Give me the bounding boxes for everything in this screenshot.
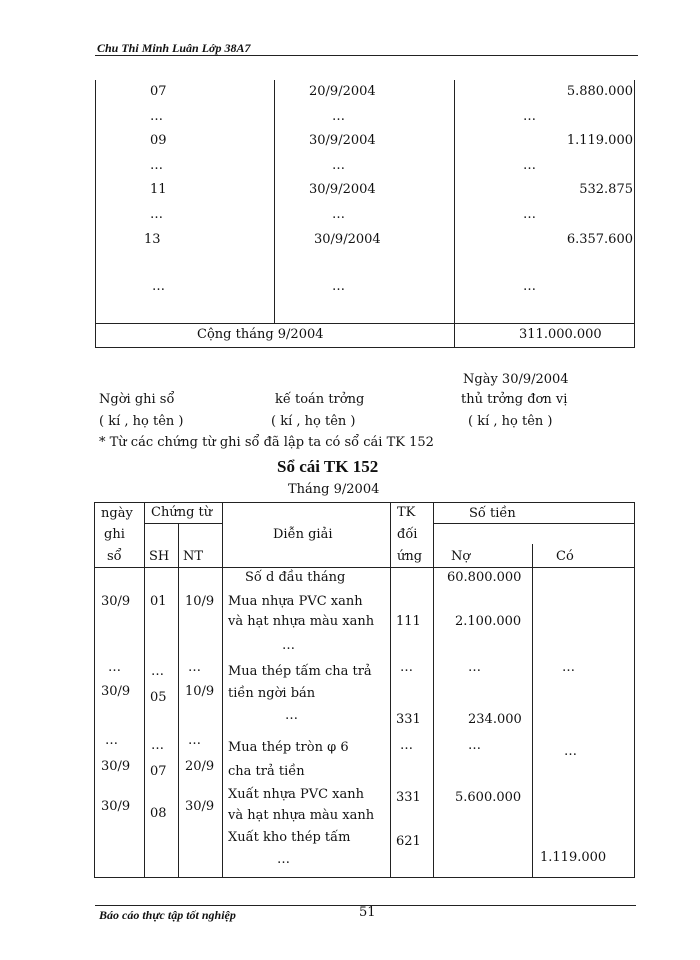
cell-account: 331 — [396, 790, 421, 805]
top-cell-ellipsis: … — [152, 279, 165, 294]
cell-ellipsis: … — [151, 738, 164, 753]
cell-sh: 07 — [150, 764, 167, 779]
top-cell-number: 13 — [144, 232, 161, 247]
top-cell-date: 30/9/2004 — [309, 182, 376, 197]
top-cell-ellipsis: … — [332, 109, 345, 124]
signer-3-title: thủ trởng đơn vị — [461, 392, 568, 407]
header-chung-tu: Chứng từ — [151, 505, 213, 520]
header-co: Có — [556, 549, 574, 564]
top-cell-ellipsis: … — [332, 279, 345, 294]
note-text: * Từ các chứng từ ghi sổ đã lập ta có sổ cái TK 152 — [99, 435, 434, 450]
cell-ellipsis: … — [188, 733, 201, 748]
total-value: 311.000.000 — [519, 327, 602, 342]
header-nt: NT — [183, 549, 204, 564]
top-cell-ellipsis: … — [332, 158, 345, 173]
cell-debit: 2.100.000 — [455, 614, 522, 629]
ledger-title: Sổ cái TK 152 — [277, 457, 379, 476]
top-cell-amount: 6.357.600 — [566, 232, 633, 247]
cell-date: 30/9 — [101, 759, 131, 774]
header-so-tien: Số tiền — [469, 506, 516, 521]
top-cell-amount: 5.880.000 — [566, 84, 633, 99]
top-cell-number: 07 — [150, 84, 167, 99]
cell-sh: 05 — [150, 690, 167, 705]
cell-description: Xuất kho thép tấm — [228, 830, 351, 845]
header-no: Nợ — [451, 549, 471, 564]
footer-text: Báo cáo thực tập tốt nghiệp — [99, 908, 236, 922]
header-sh: SH — [149, 549, 170, 564]
cell-date: 30/9 — [101, 594, 131, 609]
cell-nt: 20/9 — [185, 759, 215, 774]
header-so: sổ — [107, 549, 122, 564]
cell-ellipsis: … — [285, 708, 298, 723]
cell-description: Xuất nhựa PVC xanh — [228, 787, 364, 802]
cell-ellipsis: … — [400, 660, 413, 675]
cell-account: 111 — [396, 614, 421, 629]
cell-description: cha trả tiền — [228, 764, 305, 779]
cell-ellipsis: … — [105, 733, 118, 748]
top-cell-amount: 532.875 — [579, 182, 633, 197]
cell-debit: 5.600.000 — [455, 790, 522, 805]
top-cell-ellipsis: … — [523, 207, 536, 222]
top-cell-number: 09 — [150, 133, 167, 148]
signer-2-title: kế toán trởng — [275, 392, 365, 407]
header-rule — [95, 55, 638, 56]
cell-ellipsis: … — [108, 660, 121, 675]
top-cell-ellipsis: … — [150, 109, 163, 124]
signer-2-sign: ( kí , họ tên ) — [271, 414, 356, 429]
cell-description: Mua thép tấm cha trả — [228, 664, 372, 679]
opening-balance-label: Số d đầu tháng — [245, 570, 346, 585]
cell-description: và hạt nhựa màu xanh — [228, 808, 375, 823]
opening-balance-value: 60.800.000 — [447, 570, 522, 585]
cell-ellipsis: … — [277, 852, 290, 867]
top-cell-ellipsis: … — [523, 158, 536, 173]
cell-sh: 01 — [150, 594, 167, 609]
header-tk-2: đối — [397, 527, 418, 542]
cell-description: và hạt nhựa màu xanh — [228, 614, 375, 629]
cell-ellipsis: … — [564, 744, 577, 759]
top-cell-date: 20/9/2004 — [309, 84, 376, 99]
cell-ellipsis: … — [188, 660, 201, 675]
cell-ellipsis: … — [400, 738, 413, 753]
signer-3-sign: ( kí , họ tên ) — [468, 414, 553, 429]
header-tk-3: ứng — [397, 549, 423, 564]
cell-description: Mua nhựa PVC xanh — [228, 594, 363, 609]
cell-nt: 30/9 — [185, 799, 215, 814]
page-header: Chu Thi Minh Luân Lớp 38A7 — [97, 41, 251, 55]
cell-date: 30/9 — [101, 684, 131, 699]
cell-ellipsis: … — [468, 738, 481, 753]
cell-ellipsis: … — [282, 638, 295, 653]
top-cell-date: 30/9/2004 — [309, 133, 376, 148]
ledger-subtitle: Tháng 9/2004 — [288, 482, 380, 497]
cell-nt: 10/9 — [185, 594, 215, 609]
top-cell-ellipsis: … — [150, 207, 163, 222]
cell-ellipsis: … — [468, 660, 481, 675]
signer-1-sign: ( kí , họ tên ) — [99, 414, 184, 429]
cell-date: 30/9 — [101, 799, 131, 814]
top-cell-ellipsis: … — [523, 279, 536, 294]
header-ngay: ngày — [101, 506, 133, 521]
cell-debit: 234.000 — [468, 712, 522, 727]
cell-account: 331 — [396, 712, 421, 727]
cell-nt: 10/9 — [185, 684, 215, 699]
sign-date: Ngày 30/9/2004 — [463, 372, 569, 387]
cell-description: Mua thép tròn φ 6 — [228, 740, 349, 755]
top-cell-amount: 1.119.000 — [566, 133, 633, 148]
top-cell-number: 11 — [150, 182, 167, 197]
cell-credit: 1.119.000 — [540, 850, 607, 865]
cell-ellipsis: … — [151, 664, 164, 679]
signer-1-title: Ngời ghi sổ — [99, 392, 175, 407]
top-cell-ellipsis: … — [150, 158, 163, 173]
page-number: 51 — [359, 905, 376, 920]
cell-description: tiền ngời bán — [228, 686, 316, 701]
cell-account: 621 — [396, 834, 421, 849]
top-cell-ellipsis: … — [523, 109, 536, 124]
top-cell-ellipsis: … — [332, 207, 345, 222]
cell-sh: 08 — [150, 806, 167, 821]
top-cell-date: 30/9/2004 — [314, 232, 381, 247]
header-tk-1: TK — [397, 505, 416, 520]
cell-ellipsis: … — [562, 660, 575, 675]
header-ghi: ghi — [104, 527, 125, 542]
header-dien-giai: Diễn giải — [273, 527, 333, 542]
total-label: Cộng tháng 9/2004 — [197, 327, 324, 342]
